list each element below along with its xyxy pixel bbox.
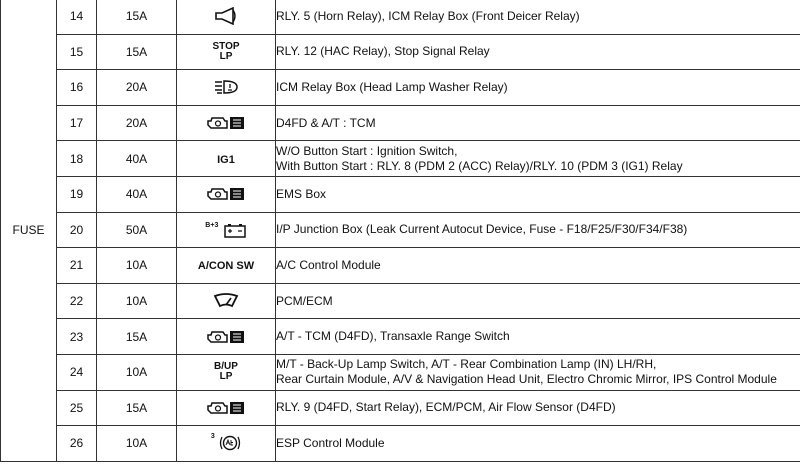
fuse-number: 17 [57, 105, 97, 141]
fuse-number: 22 [57, 283, 97, 319]
fuse-number: 20 [57, 212, 97, 248]
table-row [1, 319, 800, 355]
circuit-description: ICM Relay Box (Head Lamp Washer Relay) [276, 70, 800, 106]
circuit-description: PCM/ECM [276, 283, 800, 319]
symbol-cell [177, 105, 276, 141]
symbol-superscript: B+3 [205, 221, 219, 229]
symbol-text: IG1 [217, 153, 235, 166]
engine-transmission-icon [206, 186, 246, 202]
symbol-cell [177, 426, 276, 462]
circuit-description: W/O Button Start : Ignition Switch, With Button Start : RLY. 8 (PDM 2 (ACC) Relay)/RLY. 10 (PDM 3 (IG1) Relay [276, 141, 800, 177]
circuit-description: D4FD & A/T : TCM [276, 105, 800, 141]
symbol-cell [177, 34, 276, 70]
fuse-number: 16 [57, 70, 97, 106]
fuse-number: 14 [57, 0, 97, 34]
symbol-cell [177, 0, 276, 34]
circuit-description: EMS Box [276, 176, 800, 212]
fuse-number: 24 [57, 354, 97, 390]
circuit-description: RLY. 9 (D4FD, Start Relay), ECM/PCM, Air Flow Sensor (D4FD) [276, 390, 800, 426]
fuse-number: 21 [57, 248, 97, 284]
fuse-number: 15 [57, 34, 97, 70]
fuse-rating: 10A [97, 248, 177, 284]
circuit-description: ESP Control Module [276, 426, 800, 462]
circuit-description: A/T - TCM (D4FD), Transaxle Range Switch [276, 319, 800, 355]
table-row [1, 0, 800, 34]
symbol-text: STOP LP [212, 40, 240, 62]
symbol-cell [177, 70, 276, 106]
battery-icon [223, 222, 247, 238]
engine-transmission-icon [206, 400, 246, 416]
symbol-cell [177, 248, 276, 284]
symbol-cell [177, 354, 276, 390]
table-row [1, 248, 800, 284]
circuit-description: A/C Control Module [276, 248, 800, 284]
symbol-cell [177, 212, 276, 248]
fuse-rating: 10A [97, 354, 177, 390]
circuit-description: M/T - Back-Up Lamp Switch, A/T - Rear Combination Lamp (IN) LH/RH, Rear Curtain Module, A/V & Navigation Head Unit, Electro Chromic Mirror, IPS Control Module [276, 354, 800, 390]
abs-icon [219, 433, 241, 453]
table-row [1, 70, 800, 106]
fuse-rating: 15A [97, 319, 177, 355]
engine-transmission-icon [206, 329, 246, 345]
horn-icon [213, 7, 239, 25]
fuse-rating: 10A [97, 426, 177, 462]
fuse-number: 23 [57, 319, 97, 355]
symbol-superscript: 3 [210, 433, 215, 441]
table-row [1, 283, 800, 319]
circuit-description: RLY. 12 (HAC Relay), Stop Signal Relay [276, 34, 800, 70]
table-row [1, 426, 800, 462]
table-row [1, 212, 800, 248]
table-row [1, 354, 800, 390]
symbol-text: A/CON SW [197, 260, 255, 273]
symbol-cell [177, 283, 276, 319]
fuse-number: 26 [57, 426, 97, 462]
circuit-description: I/P Junction Box (Leak Current Autocut Device, Fuse - F18/F25/F30/F34/F38) [276, 212, 800, 248]
fuse-rating: 10A [97, 283, 177, 319]
table-row [1, 176, 800, 212]
symbol-cell [177, 390, 276, 426]
table-row [1, 105, 800, 141]
head-lamp-washer-icon [212, 78, 240, 96]
fuse-rating: 15A [97, 0, 177, 34]
wiper-icon [213, 293, 239, 309]
category-cell: FUSE [1, 0, 57, 461]
fuse-rating: 20A [97, 70, 177, 106]
fuse-rating: 20A [97, 105, 177, 141]
fuse-number: 25 [57, 390, 97, 426]
table-row [1, 34, 800, 70]
fuse-rating: 15A [97, 34, 177, 70]
engine-transmission-icon [206, 115, 246, 131]
circuit-description: RLY. 5 (Horn Relay), ICM Relay Box (Front Deicer Relay) [276, 0, 800, 34]
fuse-rating: 15A [97, 390, 177, 426]
symbol-cell [177, 176, 276, 212]
table-row [1, 141, 800, 177]
symbol-cell [177, 141, 276, 177]
fuse-rating: 40A [97, 141, 177, 177]
symbol-text: B/UP LP [214, 361, 238, 383]
fuse-rating: 40A [97, 176, 177, 212]
fuse-number: 19 [57, 176, 97, 212]
symbol-cell [177, 319, 276, 355]
table-row [1, 390, 800, 426]
fuse-rating: 50A [97, 212, 177, 248]
fuse-number: 18 [57, 141, 97, 177]
